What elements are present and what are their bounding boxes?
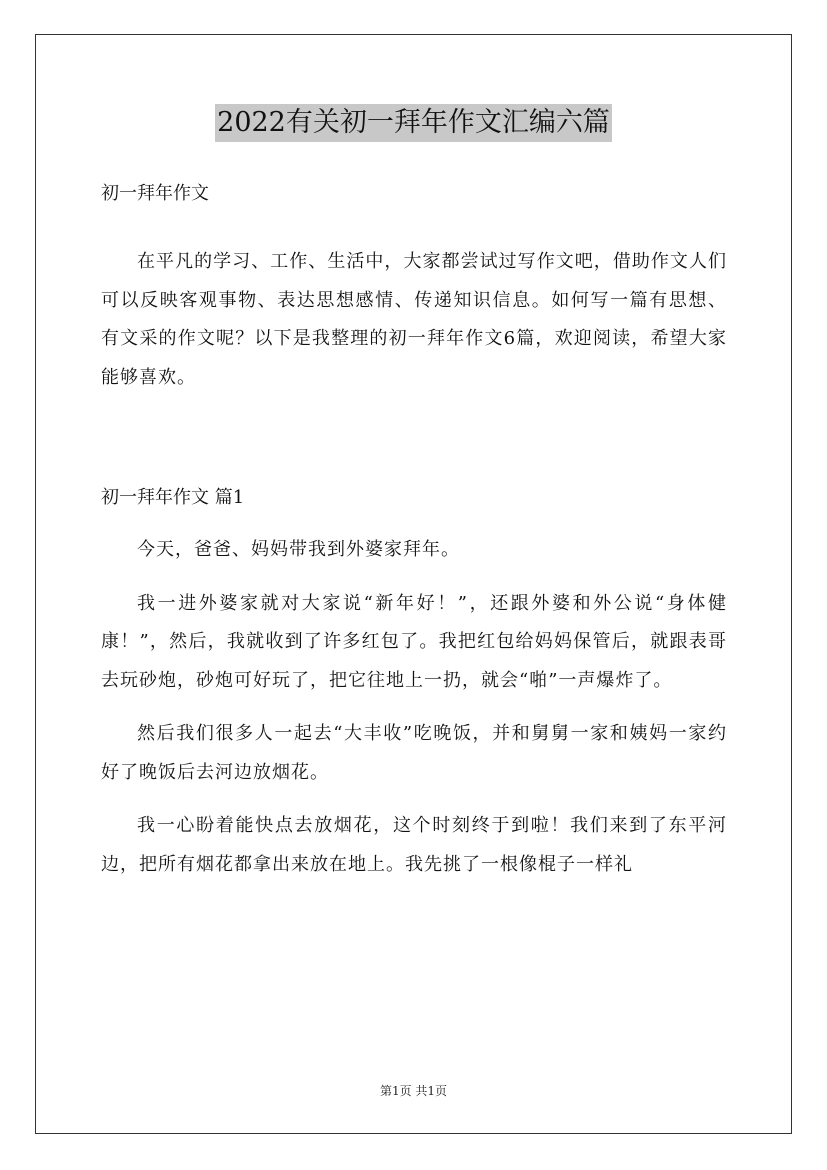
intro-paragraph: 在平凡的学习、工作、生活中，大家都尝试过写作文吧，借助作文人们可以反映客观事物、表达思想感情、传递知识信息。如何写一篇有思想、有文采的作文呢？以下是我整理的初一拜年作文6篇，欢迎阅读，希望大家能够喜欢。 (101, 251, 727, 388)
intro-heading: 初一拜年作文 (101, 183, 209, 204)
title-container (0, 104, 827, 142)
section1-paragraph: 我一进外婆家就对大家说“新年好！”，还跟外婆和外公说“身体健康！”，然后，我就收到了许多红包了。我把红包给妈妈保管后，就跟表哥去玩砂炮，砂炮可好玩了，把它往地上一扔，就会“啪”一声爆炸了。 (101, 592, 727, 691)
document-title: 2022有关初一拜年作文汇编六篇 (215, 104, 612, 142)
page-footer: 第1页 共1页 (379, 1084, 448, 1098)
section1-paragraph: 我一心盼着能快点去放烟花，这个时刻终于到啦！我们来到了东平河边，把所有烟花都拿出来放在地上。我先挑了一根像棍子一样礼 (101, 815, 727, 875)
section1-heading: 初一拜年作文 篇1 (101, 487, 245, 508)
section1-paragraph: 然后我们很多人一起去“大丰收”吃晚饭，并和舅舅一家和姨妈一家约好了晚饭后去河边放烟花。 (101, 723, 727, 783)
document-body (101, 177, 727, 884)
section1-paragraph: 今天，爸爸、妈妈带我到外婆家拜年。 (137, 539, 460, 560)
